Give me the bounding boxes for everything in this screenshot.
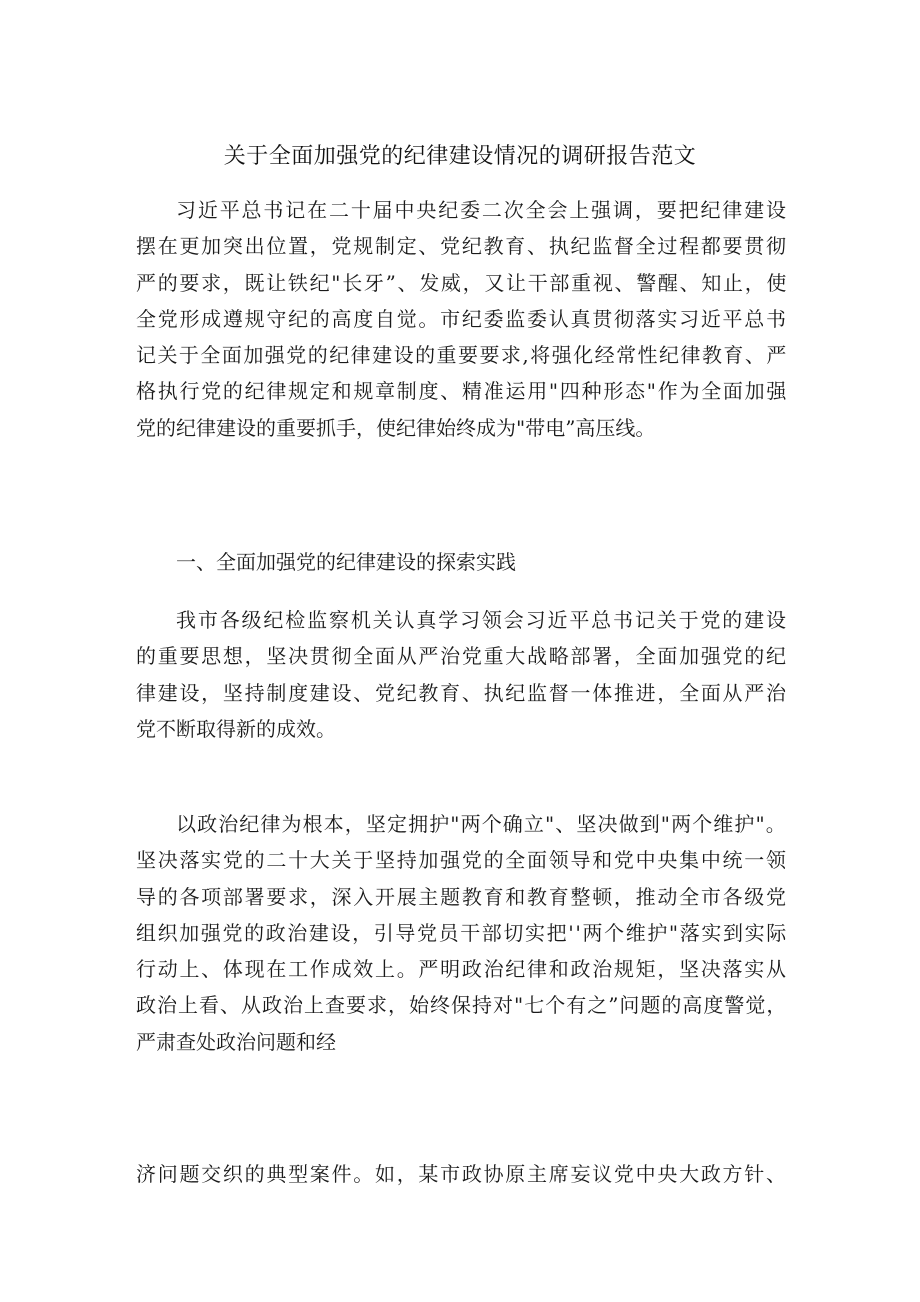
paragraph-continuation [136,1156,786,1192]
paragraph-line: 我市各级纪检监察机关认真学习领会习近平总书记关于党的建设 [176,608,788,632]
paragraph-line: 严的要求，既让铁纪"长牙”、发威，又让干部重视、警醒、知止，使 [136,270,789,295]
section-heading-text: 一、全面加强党的纪律建设的探索实践 [176,550,516,574]
paragraph-line: 严肃查处政治问题和经 [136,1029,336,1054]
paragraph-line: 济问题交织的典型案件。如，某市政协原主席妄议党中央大政方针、 [136,1162,788,1186]
paragraph-line: 律建设，坚持制度建设、党纪教育、执纪监督一体推进，全面从严治 [136,680,788,705]
paragraph-practice [136,602,786,747]
paragraph-line: 习近平总书记在二十届中央纪委二次全会上强调，要把纪律建设 [176,198,788,222]
paragraph-line: 政治上看、从政治上查要求，始终保持对"七个有之”问题的高度警觉， [136,993,788,1018]
paragraph-line: 行动上、体现在工作成效上。严明政治纪律和政治规矩，坚决落实从 [136,957,788,982]
paragraph-line: 的重要思想，坚决贯彻全面从严治党重大战略部署，全面加强党的纪 [136,644,788,669]
paragraph-line: 坚决落实党的二十大关于坚持加强党的全面领导和党中央集中统一领 [136,848,788,873]
paragraph-line: 党的纪律建设的重要抓手，使纪律始终成为"带电”高压线。 [136,415,656,440]
paragraph-line: 记关于全面加强党的纪律建设的重要要求,将强化经常性纪律教育、严 [136,343,788,368]
section-heading [136,544,786,580]
paragraph-political-discipline [136,806,786,1060]
paragraph-line: 全党形成遵规守纪的高度自觉。市纪委监委认真贯彻落实习近平总书 [136,306,788,331]
paragraph-line: 党不断取得新的成效。 [136,716,336,741]
paragraph-line: 摆在更加突出位置，党规制定、党纪教育、执纪监督全过程都要贯彻 [136,234,788,259]
document-title: 关于全面加强党的纪律建设情况的调研报告范文 [223,144,697,169]
paragraph-line: 导的各项部署要求，深入开展主题教育和教育整顿，推动全市各级党 [136,884,788,909]
paragraph-intro [136,192,789,446]
paragraph-line: 格执行党的纪律规定和规章制度、精准运用"四种形态"作为全面加强 [136,379,789,404]
paragraph-line: 以政治纪律为根本，坚定拥护"两个确立"、坚决做到"两个维护"。 [176,812,787,836]
paragraph-line: 组织加强党的政治建设，引导党员干部切实把''两个维护"落实到实际 [136,920,788,945]
